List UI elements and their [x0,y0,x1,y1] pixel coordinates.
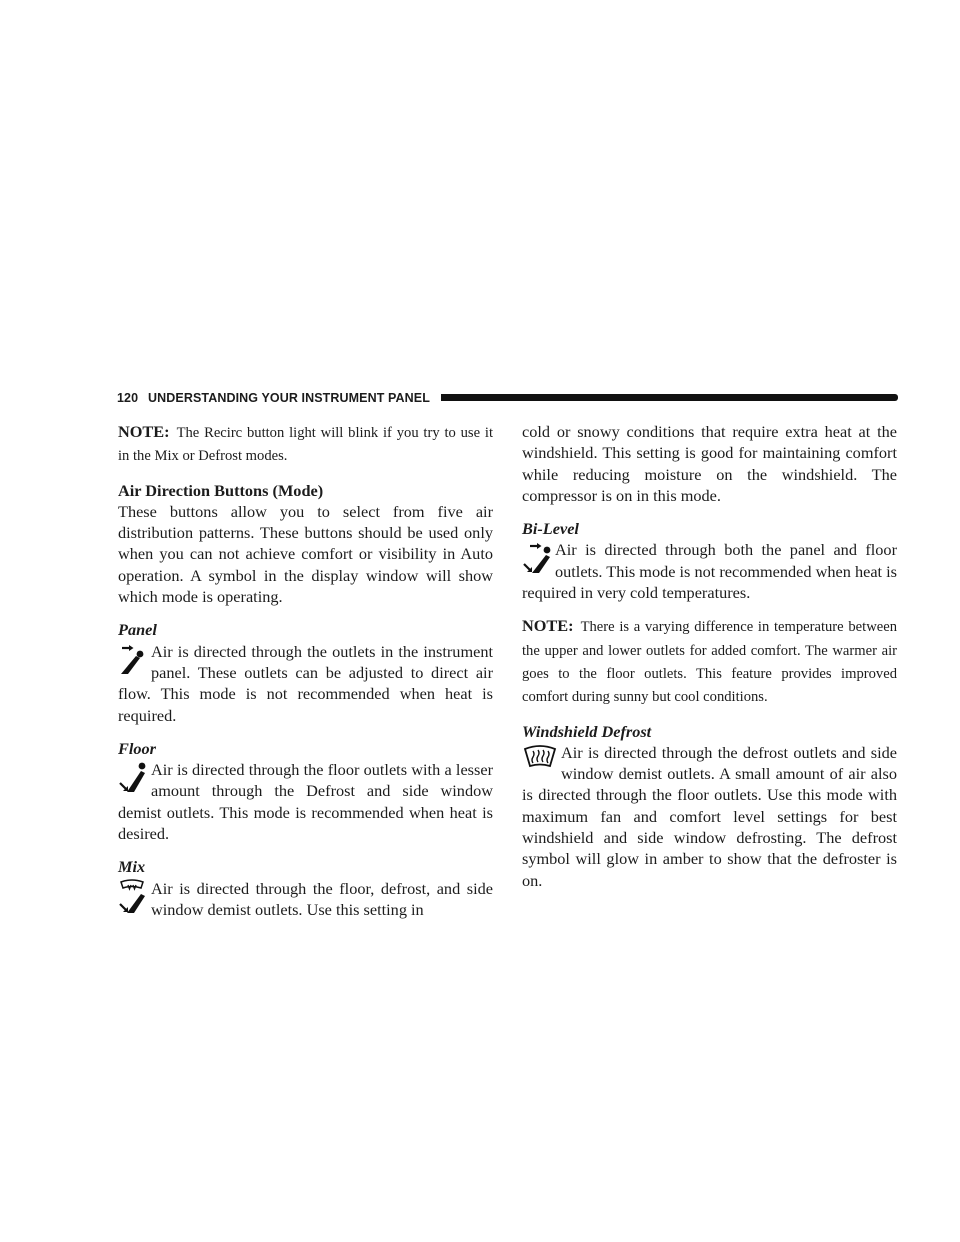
floor-section [118,738,493,844]
mix-text: Air is directed through the floor, defrost, and side window demist outlets. Use this setting in [151,878,493,919]
bi-level-mode-icon [522,539,552,581]
bi-level-text: Air is directed through both the panel and floor outlets. This mode is not recommended when heat is required in very cold temperatures. [522,540,897,603]
left-column [118,421,493,932]
mix-heading: Mix [118,857,146,877]
note-label: NOTE: [522,616,574,636]
note-recirc [118,421,493,468]
mix-section [118,856,493,920]
bi-level-section [522,518,897,603]
note-text: There is a varying difference in temperature between the upper and lower outlets for added comfort. The warmer air goes to the floor outlets. This feature provides improved comfort during sunny but cool conditions. [522,619,897,706]
note-temperature [522,615,897,708]
mix-mode-icon [118,878,148,920]
section-title: UNDERSTANDING YOUR INSTRUMENT PANEL [148,391,430,405]
windshield-defrost-section [522,721,897,891]
mix-continued-text: cold or snowy conditions that require extra heat at the windshield. This setting is good for maintaining comfort while reducing moisture on the windshield. The compressor is on in this mode. [522,422,897,505]
panel-mode-icon [118,641,148,683]
page-number: 120 [117,391,139,405]
panel-text: Air is directed through the outlets in the instrument panel. These outlets can be adjusted to direct air flow. This mode is not recommended when heat is required. [118,641,493,725]
floor-mode-icon [118,759,148,801]
note-label: NOTE: [118,422,170,441]
note-text: The Recirc button light will blink if you try to use it in the Mix or Defrost modes. [118,425,493,465]
panel-section [118,619,493,725]
bi-level-heading: Bi-Level [522,519,579,539]
windshield-defrost-heading: Windshield Defrost [522,721,652,741]
header-rule [441,394,898,401]
air-direction-text: These buttons allow you to select from five air distribution patterns. These buttons should be used only when you can not achieve comfort or visibility in Auto operation. A symbol in the display window will show which mode is operating. [118,501,493,607]
panel-heading: Panel [118,620,157,640]
air-direction-section [118,480,493,608]
right-column [522,421,897,903]
windshield-defrost-icon [522,742,558,784]
air-direction-heading: Air Direction Buttons (Mode) [118,480,324,500]
floor-heading: Floor [118,738,157,758]
floor-text: Air is directed through the floor outlets with a lesser amount through the Defrost and side window demist outlets. This mode is recommended when heat is desired. [118,760,493,844]
windshield-defrost-text: Air is directed through the defrost outlets and side window demist outlets. A small amount of air also is directed through the floor outlets. Use this mode with maximum fan and comfort level settings for best windshield and side window defrosting. The defrost symbol will glow in amber to show that the defroster is on. [522,742,897,890]
page-header [115,389,898,411]
